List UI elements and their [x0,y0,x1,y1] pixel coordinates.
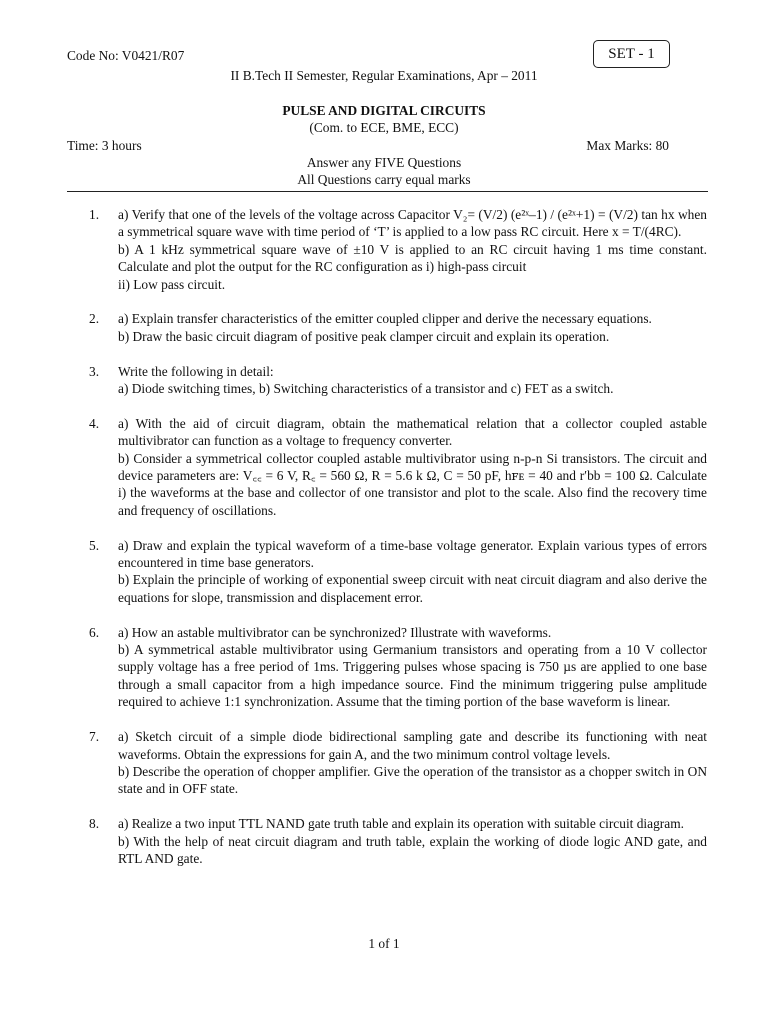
subject-title: PULSE AND DIGITAL CIRCUITS [282,103,486,118]
question-8 [89,815,707,867]
question-part: b) A 1 kHz symmetrical square wave of ±10 V is applied to an RC circuit having 1 ms time constant. Calculate and plot the output for the RC configuration as i) high-pass circuit [118,241,707,275]
question-part: b) Explain the principle of working of exponential sweep circuit with neat circuit diagram and also derive the equations for slope, transmission and displacement error. [118,572,707,605]
question-4 [89,415,707,519]
question-list [89,206,707,885]
question-3 [89,363,707,398]
instruction-marks: All Questions carry equal marks [297,172,471,187]
question-number: 6. [89,624,100,640]
question-text [118,728,707,798]
code-number: Code No: V0421/R07 [67,48,185,63]
exam-time: Time: 3 hours [67,138,142,153]
question-part: a) Realize a two input TTL NAND gate truth table and explain its operation with suitable circuit diagram. [118,816,684,832]
question-text [118,815,707,867]
question-1 [89,206,707,293]
question-part: b) A symmetrical astable multivibrator using Germanium transistors and operating from a 10 V collector supply voltage has a free period of 1ms. Triggering pulses whose spacing is 750 µs are applied to one base through a small capacitor from a high impedance source. Find the minimum triggering pulse amplitude required to achieve 1:1 synchronization. Assume that the timing portion of the base waveform is linear. [118,642,707,710]
question-part: a) With the aid of circuit diagram, obtain the mathematical relation that a collector coupled astable multivibrator can function as a voltage to frequency converter. [118,415,707,449]
question-7 [89,728,707,798]
question-text [118,415,707,519]
question-2 [89,310,707,345]
question-part: b) Draw the basic circuit diagram of positive peak clamper circuit and explain its operation. [118,328,610,344]
question-number: 1. [89,207,100,222]
subject-subtitle: (Com. to ECE, BME, ECC) [309,120,459,135]
question-text [118,363,707,398]
instruction-answer: Answer any FIVE Questions [306,155,462,170]
question-number: 5. [89,537,100,553]
question-text [118,537,707,607]
question-part: a) Diode switching times, b) Switching characteristics of a transistor and c) FET as a switch. [118,381,614,397]
question-5 [89,537,707,607]
question-text [118,310,707,345]
exam-title: II B.Tech II Semester, Regular Examinations, Apr – 2011 [230,68,538,83]
page-number: 1 of 1 [368,936,400,951]
question-number: 4. [89,415,100,431]
question-part: a) Verify that one of the levels of the voltage across Capacitor V₂= (V/2) (e²ˣ–1) / (e²ˣ+1) = (V/2) tan hx when a symmetrical square wave with time period of ‘T’ is applied to a low pass RC circuit. Here x = T/(4RC). [118,207,707,240]
question-part: b) Consider a symmetrical collector coupled astable multivibrator using n-p-n Si transistors. The circuit and device parameters are: V꜀꜀ = 6 V, R꜀ = 560 Ω, R = 5.6 k Ω, C = 50 pF, hꜰᴇ = 40 and r′bb = 100 Ω. Calculate i) the waveforms at the base and collector of one transistor and plot to the scale. Also find the recovery time and frequency of oscillations. [118,450,707,518]
question-6 [89,624,707,711]
max-marks: Max Marks: 80 [586,138,669,153]
question-number: 2. [89,311,100,327]
question-part: b) With the help of neat circuit diagram and truth table, explain the working of diode logic AND gate, and RTL AND gate. [118,833,707,866]
question-part: b) Describe the operation of chopper amplifier. Give the operation of the transistor as a chopper switch in ON state and in OFF state. [118,763,707,797]
header-divider [67,191,708,192]
question-part: ii) Low pass circuit. [118,276,226,292]
question-part: a) How an astable multivibrator can be synchronized? Illustrate with waveforms. [118,624,552,640]
question-number: 3. [89,363,100,379]
set-badge: SET - 1 [593,40,670,68]
question-part: a) Draw and explain the typical waveform of a time-base voltage generator. Explain various types of errors encountered in time base generators. [118,537,707,571]
question-part: Write the following in detail: [118,363,274,379]
question-text [118,624,707,711]
question-part: a) Sketch circuit of a simple diode bidirectional sampling gate and describe its functioning with neat waveforms. Obtain the expressions for gain A, and the two minimum control voltage levels. [118,729,707,762]
question-part: a) Explain transfer characteristics of the emitter coupled clipper and derive the necessary equations. [118,311,652,327]
question-number: 8. [89,816,100,832]
question-text [118,206,707,293]
question-number: 7. [89,729,100,745]
